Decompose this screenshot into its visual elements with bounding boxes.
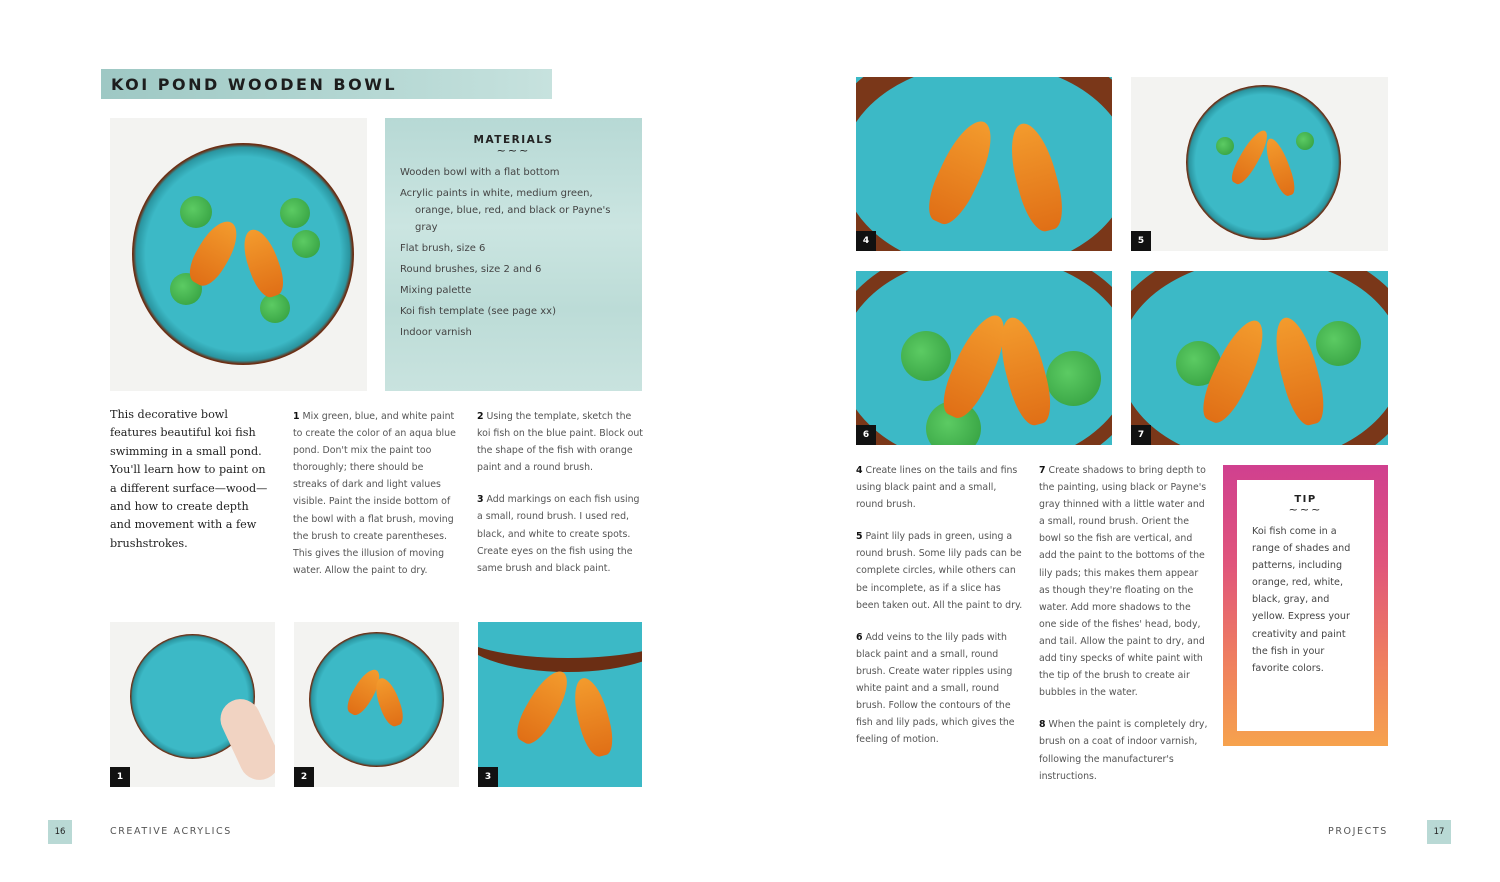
tip-box — [1223, 465, 1388, 746]
step-badge: 6 — [856, 425, 876, 445]
page-number-right: 17 — [1427, 820, 1451, 844]
materials-heading: MATERIALS — [473, 134, 554, 146]
step-badge: 3 — [478, 767, 498, 787]
step-photo-1 — [110, 622, 275, 787]
step-2: 2 Using the template, sketch the koi fish on the blue paint. Block out the shape of the fish with orange paint and a round brush. — [477, 411, 643, 474]
materials-item: Koi fish template (see page xx) — [400, 306, 556, 317]
steps-column-1 — [293, 408, 458, 594]
materials-item: Indoor varnish — [400, 327, 472, 338]
steps-column-4 — [1039, 462, 1209, 800]
step-4: 4 Create lines on the tails and fins using black paint and a small, round brush. — [856, 465, 1018, 511]
step-badge: 2 — [294, 767, 314, 787]
steps-column-3 — [856, 462, 1026, 763]
step-photo-6 — [856, 271, 1112, 445]
step-badge: 1 — [110, 767, 130, 787]
running-head-left: CREATIVE ACRYLICS — [110, 826, 232, 837]
title-bar — [101, 69, 552, 99]
divider: ~~~ — [1288, 503, 1323, 516]
materials-item: Flat brush, size 6 — [400, 243, 486, 254]
materials-item: Mixing palette — [400, 285, 472, 296]
tip-text: Koi fish come in a range of shades and patterns, including orange, red, white, black, gray, and yellow. Express your creativity and paint the fish in your favorite colors. — [1252, 526, 1351, 674]
step-5: 5 Paint lily pads in green, using a round brush. Some lily pads can be complete circles, while others can be incomplete, as if a slice has been taken out. All the paint to dry. — [856, 531, 1023, 611]
step-badge: 7 — [1131, 425, 1151, 445]
step-photo-5 — [1131, 77, 1388, 251]
step-1: 1 Mix green, blue, and white paint to create the color of an aqua blue pond. Don't mix the paint too thoroughly; there should be streaks of dark and light values visible. Paint the inside bottom of the bowl with a flat brush, moving the brush to create parentheses. This gives the illusion of moving water. Allow the paint to dry. — [293, 411, 456, 576]
intro-text: This decorative bowl features beautiful koi fish swimming in a small pond. You'll learn how to paint on a different surface—wood—and how to create depth and movement with a few brushstrokes. — [110, 408, 268, 550]
step-badge: 5 — [1131, 231, 1151, 251]
step-7: 7 Create shadows to bring depth to the painting, using black or Payne's gray thinned with a little water and a small, round brush. Orient the bowl so the fish are vertical, and add the paint to the bottoms of the lily pads; this makes them appear as though they're floating on the water. Add more shadows to the one side of the fishes' head, body, and tail. Allow the paint to dry, and add tiny specks of white paint with the tip of the brush to create air bubbles in the water. — [1039, 465, 1207, 699]
page-title: KOI POND WOODEN BOWL — [111, 75, 398, 94]
finished-bowl-photo — [110, 118, 367, 391]
divider: ~~~ — [496, 144, 531, 157]
materials-item: Acrylic paints in white, medium green, orange, blue, red, and black or Payne's gray — [400, 188, 611, 233]
step-6: 6 Add veins to the lily pads with black paint and a small, round brush. Create water ripples using white paint and a small, round brush. Follow the contours of the fish and lily pads, which gives the feeling of motion. — [856, 631, 1015, 746]
step-photo-7 — [1131, 271, 1388, 445]
step-photo-3 — [478, 622, 642, 787]
running-head-right: PROJECTS — [1328, 826, 1388, 837]
step-photo-4 — [856, 77, 1112, 251]
materials-item: Wooden bowl with a flat bottom — [400, 167, 560, 178]
step-3: 3 Add markings on each fish using a small, round brush. I used red, black, and white to create spots. Create eyes on the fish using the same brush and black paint. — [477, 494, 640, 574]
steps-column-2 — [477, 408, 643, 592]
tip-heading: TIP — [1294, 494, 1317, 505]
materials-item: Round brushes, size 2 and 6 — [400, 264, 542, 275]
step-badge: 4 — [856, 231, 876, 251]
step-8: 8 When the paint is completely dry, brush on a coat of indoor varnish, following the manufacturer's instructions. — [1039, 719, 1208, 782]
page-number-left: 16 — [48, 820, 72, 844]
materials-box — [385, 118, 642, 391]
step-photo-2 — [294, 622, 459, 787]
